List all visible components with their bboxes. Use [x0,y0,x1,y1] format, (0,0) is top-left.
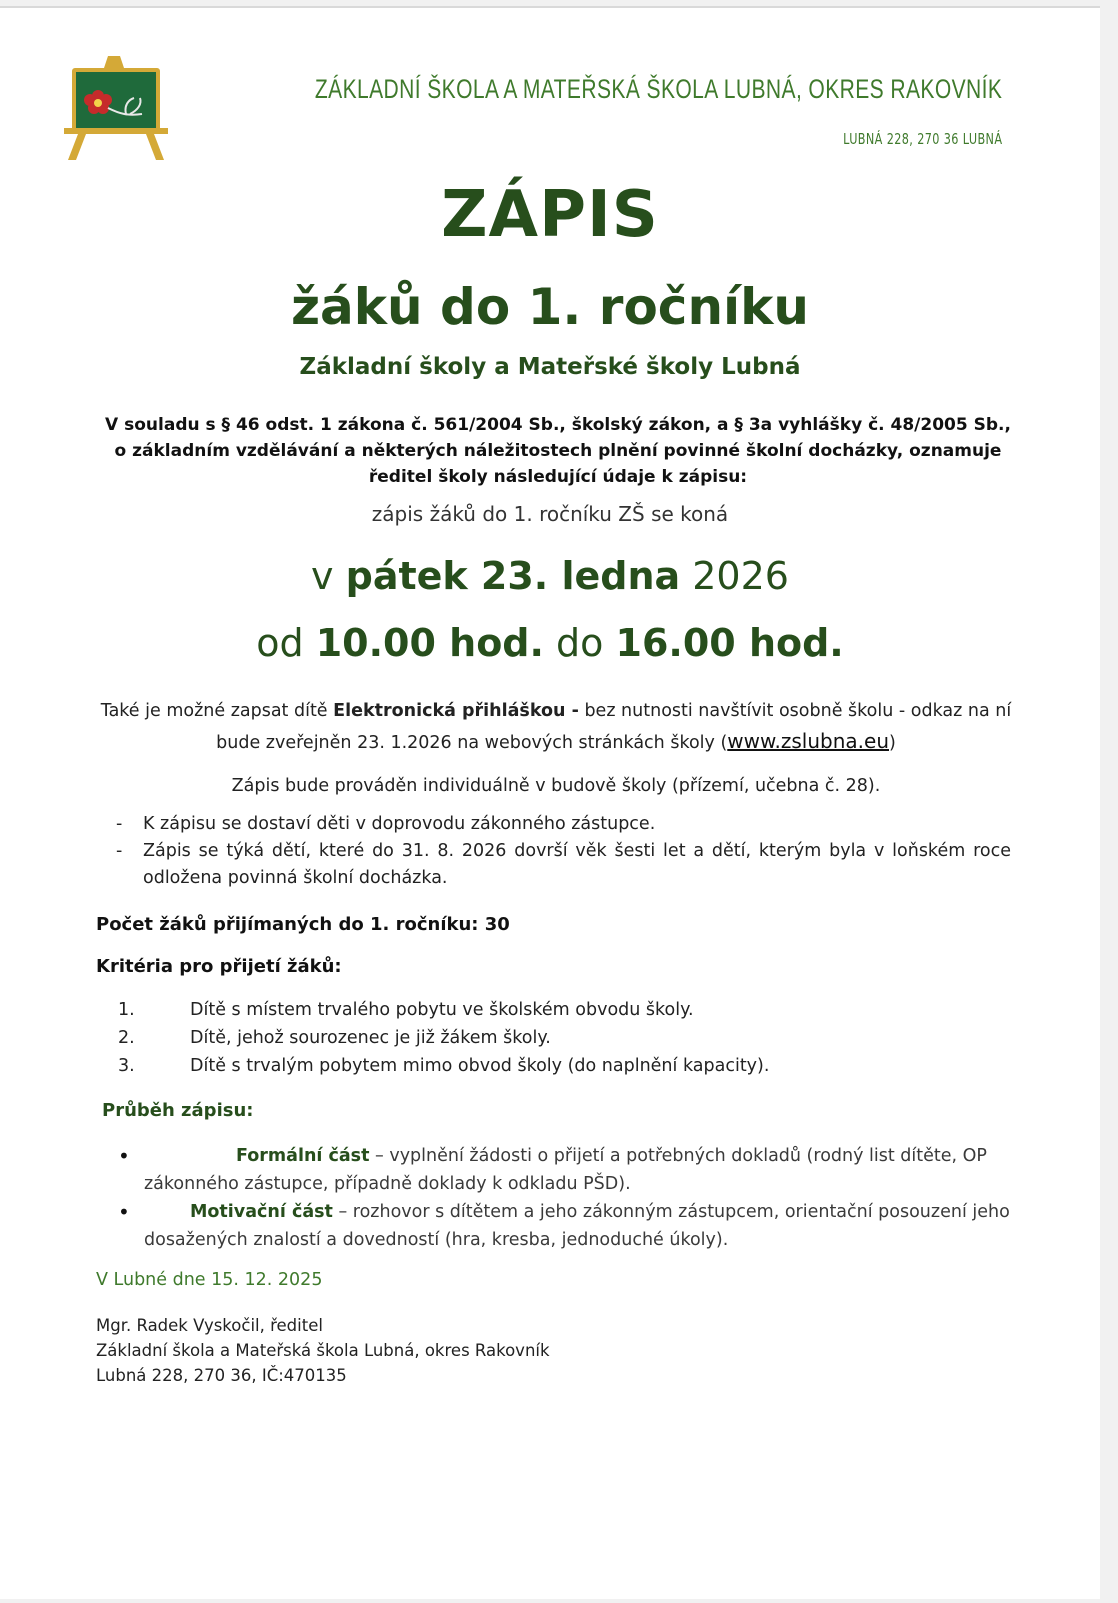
school-address: LUBNÁ 228, 270 36 LUBNÁ [842,130,1002,148]
time-to: 16.00 hod. [615,621,844,665]
process-text: – vyplnění žádosti o přijetí a potřebných dokladů (rodný list dítěte, OP zákonného zástupce, případně doklady k odkladu PŠD). [144,1146,987,1194]
list-item [118,1024,769,1052]
item-number: 3. [118,1056,135,1076]
item-text: Dítě s trvalým pobytem mimo obvod školy (do naplnění kapacity). [190,1056,770,1076]
list-item [118,1198,1010,1254]
electronic-application-text [86,696,1026,758]
time-from: 10.00 hod. [315,621,544,665]
process-heading: Průběh zápisu: [102,1100,254,1121]
criteria-heading: Kritéria pro přijetí žáků: [96,956,342,977]
date-bold: pátek 23. ledna [345,554,681,598]
list-item [116,838,1011,892]
electronic-bold: Elektronická přihláškou - [333,701,579,721]
event-time [0,621,1100,665]
electronic-part3: ) [889,733,896,753]
process-text: – rozhovor s dítětem a jeho zákonným zástupcem, orientační posouzení jeho dosažených znalostí a dovedností (hra, kresba, jednoduché úkoly). [144,1202,1010,1250]
signature-date: V Lubné dne 15. 12. 2025 [96,1270,323,1290]
school-website-link[interactable]: www.zslubna.eu [727,729,889,753]
list-item [118,1142,1010,1198]
list-item [118,996,769,1024]
time-from-label: od [256,621,304,665]
electronic-part1: Také je možné zapsat dítě [100,701,328,721]
page-subtitle: žáků do 1. ročníku [290,278,810,336]
time-to-label: do [556,621,604,665]
process-list [118,1142,1010,1254]
school-subtitle: Základní školy a Mateřské školy Lubná [299,354,801,380]
date-year: 2026 [692,554,789,598]
page-title: ZÁPIS [441,178,659,252]
process-strong: Motivační část [190,1202,333,1222]
school-name: ZÁKLADNÍ ŠKOLA A MATEŘSKÁ ŠKOLA LUBNÁ, OKRES RAKOVNÍK [314,74,1002,104]
event-intro: zápis žáků do 1. ročníku ZŠ se koná [371,502,729,526]
signature-line-1: Mgr. Radek Vyskočil, ředitel [96,1316,323,1335]
list-item [118,1052,769,1080]
criteria-list [118,996,769,1080]
item-number: 2. [118,1028,135,1048]
event-date [0,554,1100,598]
bullet-mark: • [118,1200,130,1224]
process-strong: Formální část [236,1146,370,1166]
bullet-mark: • [118,1144,130,1168]
date-prefix: v [311,554,334,598]
signature-line-2: Základní škola a Mateřská škola Lubná, okres Rakovník [96,1341,550,1360]
dash-mark: - [116,814,123,834]
dash-mark: - [116,841,123,861]
requirements-list [116,811,1011,892]
list-item-text: Zápis se týká dětí, které do 31. 8. 2026 dovrší věk šesti let a dětí, kterým byla v loňském roce odložena povinná školní docházka. [143,841,1011,888]
item-number: 1. [118,1000,135,1020]
list-item-text: K zápisu se dostaví děti v doprovodu zákonného zástupce. [143,814,656,834]
legal-text: V souladu s § 46 odst. 1 zákona č. 561/2004 Sb., školský zákon, a § 3a vyhlášky č. 48/2005 Sb., o základním vzdělávání a některých náležitostech plnění povinné školní docházky, oznamuje ředitel školy následující údaje k zápisu: [105,415,1011,487]
location-text: Zápis bude prováděn individuálně v budově školy (přízemí, učebna č. 28). [231,776,881,796]
signature-block [96,1313,550,1388]
student-count: Počet žáků přijímaných do 1. ročníku: 30 [96,914,510,935]
electronic-part2: bez nutnosti navštívit osobně školu - odkaz na ní bude zveřejněn 23. 1.2026 na webových stránkách školy ( [216,701,1012,753]
easel-flower-logo-icon [64,56,168,162]
signature-line-3: Lubná 228, 270 36, IČ:470135 [96,1366,347,1385]
item-text: Dítě, jehož sourozenec je již žákem školy. [190,1028,551,1048]
document-page [0,6,1100,1599]
list-item [116,811,1011,838]
item-text: Dítě s místem trvalého pobytu ve školském obvodu školy. [190,1000,694,1020]
